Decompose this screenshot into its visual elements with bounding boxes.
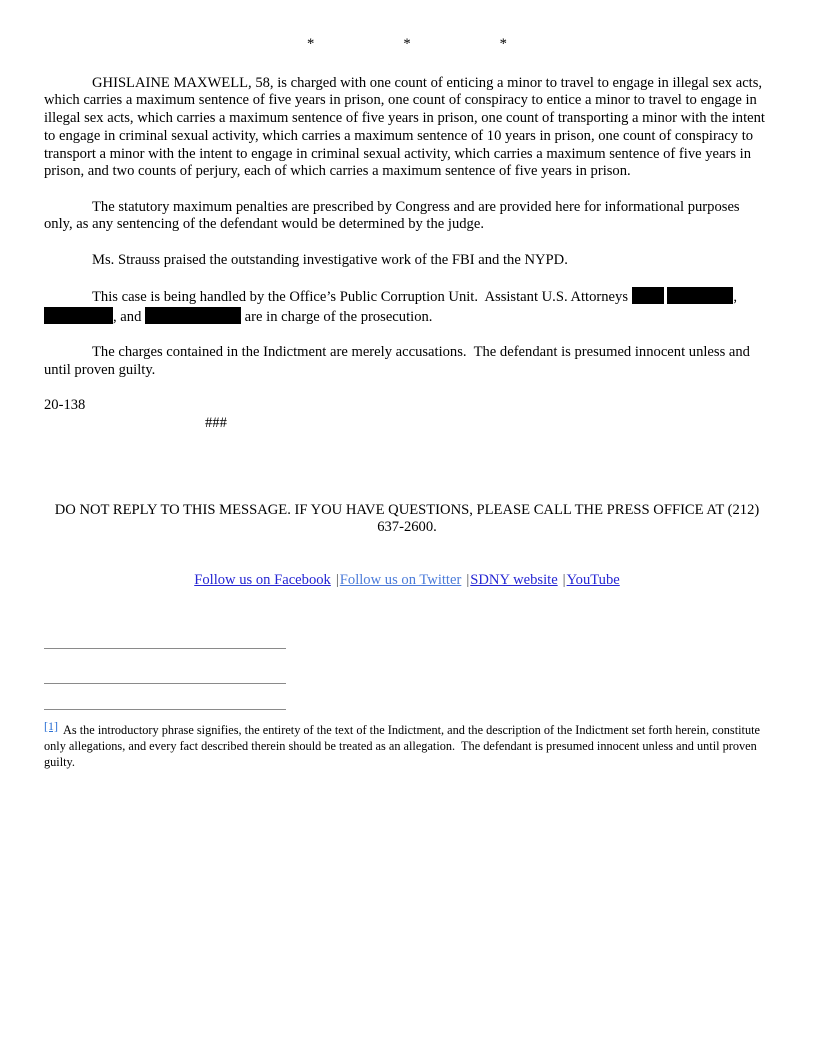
body-paragraph-prosecutors	[44, 287, 770, 326]
footnote-text: As the introductory phrase signifies, the entirety of the text of the Indictment, and the description of the Indictment set forth herein, constitute only allegations, and every fact described therein should be treated as an allegation. The defendant is presumed innocent unless and until proven guilty.	[44, 722, 764, 769]
blank-rule-line	[44, 648, 286, 649]
paragraph-text: , and	[113, 308, 146, 325]
facebook-link[interactable]: Follow us on Facebook	[194, 572, 331, 589]
asterisk: *	[403, 36, 411, 52]
paragraph-text: are in charge of the prosecution.	[241, 308, 433, 325]
release-number: 20-138	[44, 397, 86, 414]
paragraph-text: ,	[733, 289, 741, 306]
body-paragraph-praise: Ms. Strauss praised the outstanding investigative work of the FBI and the NYPD.	[92, 251, 568, 268]
body-paragraph-presumption: The charges contained in the Indictment are merely accusations. The defendant is presumed innocent unless and until proven guilty.	[44, 344, 754, 378]
redaction-bar	[44, 307, 113, 324]
body-paragraph-charges: GHISLAINE MAXWELL, 58, is charged with one count of enticing a minor to travel to engage in illegal sex acts, which carries a maximum sentence of five years in prison, one count of conspiracy to entice a minor to travel to engage in illegal sex acts, which carries a maximum sentence of five years in prison, one count of transporting a minor with the intent to engage in criminal sexual activity, which carries a maximum sentence of 10 years in prison, one count of conspiracy to transport a minor with the intent to engage in criminal sexual activity, which carries a maximum sentence of five years in prison, and two counts of perjury, each of which carries a maximum sentence of five years in prison.	[44, 74, 769, 180]
asterisk: *	[307, 36, 315, 52]
redaction-bar	[145, 307, 241, 324]
end-mark: ###	[205, 414, 227, 431]
youtube-link[interactable]: YouTube	[566, 572, 620, 589]
blank-rule-line	[44, 709, 286, 710]
footnote-marker-link[interactable]: [1]	[44, 718, 58, 733]
link-separator: |	[562, 572, 566, 589]
twitter-link[interactable]: Follow us on Twitter	[339, 572, 462, 589]
blank-rule-line	[44, 683, 286, 684]
link-separator: |	[335, 572, 339, 589]
paragraph-text: This case is being handled by the Office’s Public Corruption Unit. Assistant U.S. Attorneys	[92, 289, 632, 306]
asterisk-separator	[44, 36, 770, 54]
body-paragraph-penalties: The statutory maximum penalties are prescribed by Congress and are provided here for informational purposes only, as any sentencing of the defendant would be determined by the judge.	[44, 198, 744, 233]
footnote	[44, 718, 770, 770]
sdny-website-link[interactable]: SDNY website	[470, 572, 558, 589]
asterisk: *	[499, 36, 507, 52]
redaction-bar	[667, 287, 733, 304]
press-office-notice: DO NOT REPLY TO THIS MESSAGE. IF YOU HAVE QUESTIONS, PLEASE CALL THE PRESS OFFICE AT (212) 637-2600.	[54, 501, 763, 536]
link-separator: |	[466, 572, 470, 589]
redaction-bar	[632, 287, 664, 304]
social-links	[44, 572, 770, 590]
